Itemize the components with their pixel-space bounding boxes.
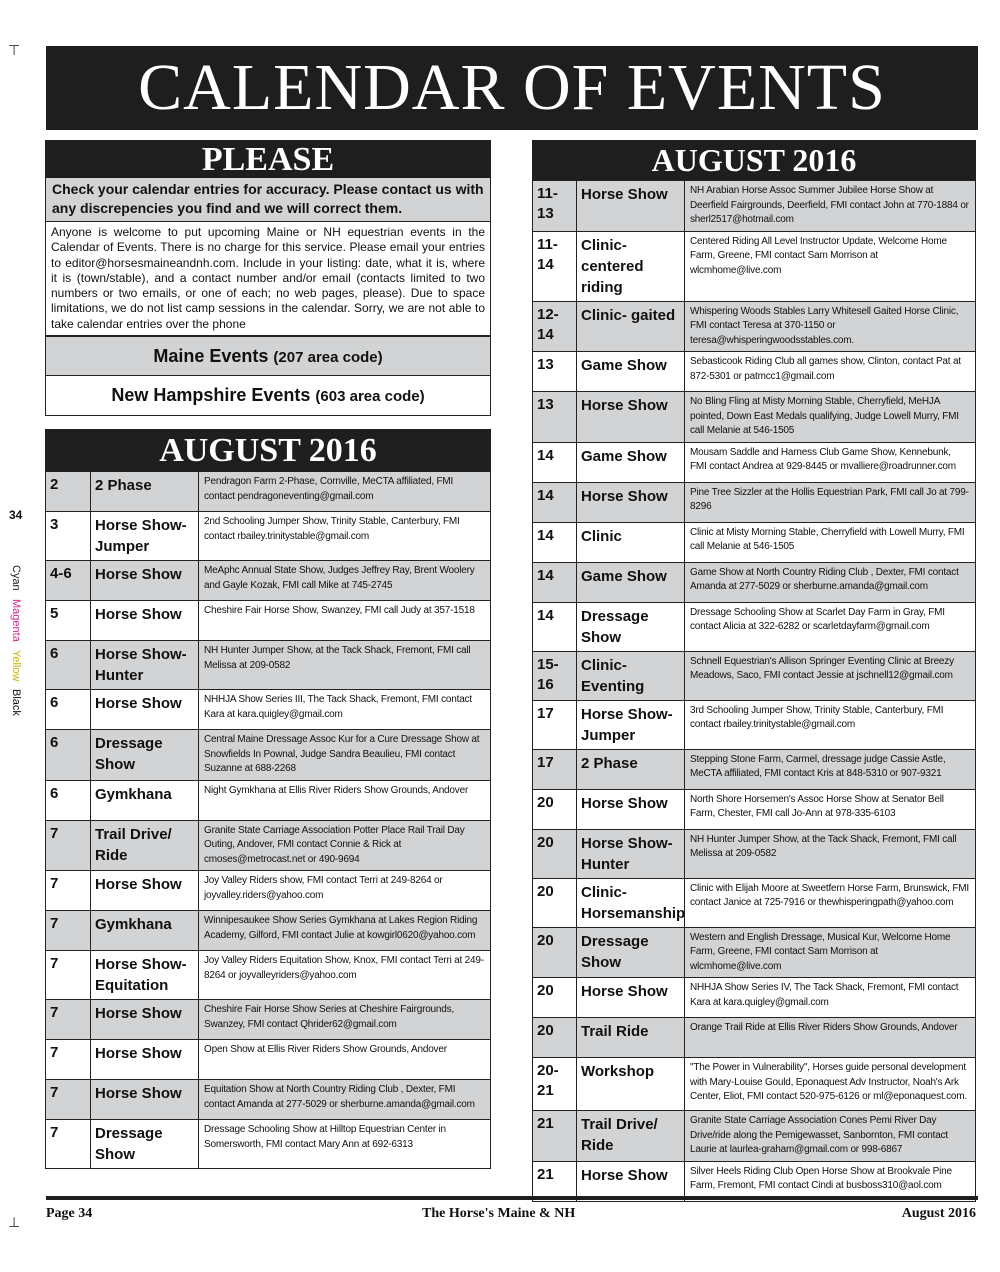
event-description: Game Show at North Country Riding Club , Dexter, FMI contact Amanda at 277-5029 or sherburne.amanda@gmail.com [685,562,976,602]
event-type: Horse Show [91,601,199,641]
event-type: Horse Show [91,1040,199,1080]
event-type: Horse Show-Equitation [91,951,199,1000]
event-row [533,562,976,602]
event-row [46,641,491,690]
maine-area-code: (207 area code) [273,349,383,367]
event-row [533,1018,976,1058]
event-date: 4-6 [46,561,91,601]
event-type: Horse Show [91,1080,199,1120]
event-type: Horse Show [577,978,685,1018]
event-type: Dressage Show [577,602,685,651]
event-type: Horse Show-Jumper [577,700,685,749]
event-row [533,482,976,522]
left-column [45,140,491,416]
event-date: 12-14 [533,301,577,352]
event-description: Stepping Stone Farm, Carmel, dressage judge Cassie Astle, MeCTA affiliated, FMI contact Kris at 848-5310 or 907-9321 [685,749,976,789]
event-date: 6 [46,730,91,781]
event-row [46,1080,491,1120]
event-type: Horse Show [577,181,685,232]
event-row [46,1040,491,1080]
event-row [46,820,491,871]
event-description: Cheshire Fair Horse Show, Swanzey, FMI call Judy at 357-1518 [199,601,491,641]
footer-page: Page 34 [46,1206,93,1221]
right-month-heading: AUGUST 2016 [532,140,976,180]
event-row [533,231,976,301]
event-date: 21 [533,1161,577,1201]
right-events-section [532,140,976,1202]
color-registration-labels [10,565,22,721]
footer-rule [46,1196,978,1200]
event-date: 11-14 [533,231,577,301]
event-type: Game Show [577,352,685,392]
event-description: MeAphc Annual State Show, Judges Jeffrey Ray, Brent Woolery and Gayle Kozak, FMI call Mike at 745-2745 [199,561,491,601]
event-description: Joy Valley Riders show, FMI contact Terri at 249-8264 or joyvalley.riders@yahoo.com [199,871,491,911]
event-row [46,780,491,820]
event-date: 7 [46,820,91,871]
event-type: Clinic [577,522,685,562]
event-date: 3 [46,512,91,561]
event-date: 15-16 [533,651,577,700]
event-row [46,690,491,730]
event-description: Silver Heels Riding Club Open Horse Show at Brookvale Pine Farm, Fremont, FMI contact Cindi at busboss310@aol.com [685,1161,976,1201]
nh-events-label [45,376,491,416]
event-type: Horse Show-Hunter [91,641,199,690]
event-row [533,978,976,1018]
left-events-table [45,471,491,1169]
event-description: 3rd Schooling Jumper Show, Trinity Stable, Canterbury, FMI contact rbailey.trinitystable@gmail.com [685,700,976,749]
event-date: 20-21 [533,1058,577,1111]
color-label-black: Black [10,689,22,716]
event-type: Trail Drive/ Ride [577,1111,685,1162]
event-type: Horse Show [577,392,685,443]
right-events-table [532,180,976,1202]
event-row [533,878,976,927]
event-description: Equitation Show at North Country Riding Club , Dexter, FMI contact Amanda at 277-5029 or sherburne.amanda@gmail.com [199,1080,491,1120]
please-bold-text: Check your calendar entries for accuracy. Please contact us with any discrepencies you find and we will correct them. [46,178,490,222]
event-row [46,951,491,1000]
event-date: 7 [46,1040,91,1080]
event-row [533,700,976,749]
event-type: Gymkhana [91,911,199,951]
event-date: 20 [533,878,577,927]
event-description: Granite State Carriage Association Potter Place Rail Trail Day Outing, Andover, FMI contact Connie & Rick at cmoses@metrocast.net or 490-9694 [199,820,491,871]
event-row [46,1000,491,1040]
event-type: Dressage Show [91,1120,199,1169]
event-date: 13 [533,352,577,392]
event-date: 17 [533,700,577,749]
event-description: 2nd Schooling Jumper Show, Trinity Stable, Canterbury, FMI contact rbailey.trinitystable@gmail.com [199,512,491,561]
event-type: Game Show [577,562,685,602]
event-date: 14 [533,602,577,651]
event-row [46,911,491,951]
event-description: No Bling Fling at Misty Morning Stable, Cherryfield, MeHJA pointed, Down East Medals qualifying, Judge Lowell Murry, FMI call Melanie at 546-1505 [685,392,976,443]
maine-events-title: Maine Events [153,346,269,367]
event-date: 20 [533,1018,577,1058]
event-type: Dressage Show [577,927,685,978]
event-description: NHHJA Show Series III, The Tack Shack, Fremont, FMI contact Kara at kara.quigley@gmail.com [199,690,491,730]
event-row [533,927,976,978]
event-type: Clinic- Horsemanship [577,878,685,927]
page-title: CALENDAR OF EVENTS [46,46,978,130]
event-row [533,1161,976,1201]
left-events-section [45,429,491,1169]
event-type: Clinic- gaited [577,301,685,352]
event-date: 20 [533,829,577,878]
event-description: Dressage Schooling Show at Hilltop Equestrian Center in Somersworth, FMI contact Mary Ann at 692-6313 [199,1120,491,1169]
event-row [533,651,976,700]
event-description: Pendragon Farm 2-Phase, Cornville, MeCTA affiliated, FMI contact pendragoneventing@gmail.com [199,472,491,512]
please-heading: PLEASE [45,140,491,178]
maine-events-label [45,336,491,376]
nh-area-code: (603 area code) [315,388,425,406]
event-row [533,392,976,443]
event-description: Sebasticook Riding Club all games show, Clinton, contact Pat at 872-5301 or patmcc1@gmail.com [685,352,976,392]
event-row [533,352,976,392]
event-date: 14 [533,482,577,522]
event-date: 20 [533,927,577,978]
event-type: Clinic- centered riding [577,231,685,301]
event-description: Dressage Schooling Show at Scarlet Day Farm in Gray, FMI contact Alicia at 322-6282 or scarletdayfarm@gmail.com [685,602,976,651]
event-description: "The Power in Vulnerability", Horses guide personal development with Mary-Louise Gould, Eponaquest Adv Instructor, Noah's Ark Center, Eliot, FMI contact 520-975-6126 or ml@eponaquest.com. [685,1058,976,1111]
event-date: 2 [46,472,91,512]
event-date: 20 [533,789,577,829]
event-description: North Shore Horsemen's Assoc Horse Show at Senator Bell Farm, Chester, FMI call Jo-Ann at 978-335-6103 [685,789,976,829]
color-label-cyan: Cyan [10,565,22,591]
event-type: Clinic-Eventing [577,651,685,700]
event-row [46,472,491,512]
event-type: 2 Phase [91,472,199,512]
event-description: Joy Valley Riders Equitation Show, Knox, FMI contact Terri at 249-8264 or joyvalleyriders@yahoo.com [199,951,491,1000]
event-description: Schnell Equestrian's Allison Springer Eventing Clinic at Breezy Meadows, Saco, FMI contact Jessie at jschnell12@gmail.com [685,651,976,700]
event-row [46,601,491,641]
event-description: NH Arabian Horse Assoc Summer Jubilee Horse Show at Deerfield Fairgrounds, Deerfield, FMI contact John at 770-1884 or sherl2517@hotmail.com [685,181,976,232]
event-description: NHHJA Show Series IV, The Tack Shack, Fremont, FMI contact Kara at kara.quigley@gmail.com [685,978,976,1018]
event-row [46,730,491,781]
event-date: 7 [46,871,91,911]
event-type: Horse Show [577,1161,685,1201]
event-date: 11-13 [533,181,577,232]
event-row [46,561,491,601]
event-description: Clinic at Misty Morning Stable, Cherryfield with Lowell Murry, FMI call Melanie at 546-1505 [685,522,976,562]
event-row [533,749,976,789]
event-row [533,181,976,232]
event-date: 7 [46,951,91,1000]
event-row [533,789,976,829]
event-date: 7 [46,911,91,951]
event-date: 21 [533,1111,577,1162]
event-row [533,829,976,878]
event-row [46,512,491,561]
event-type: 2 Phase [577,749,685,789]
event-row [533,602,976,651]
event-type: Horse Show [91,871,199,911]
event-type: Game Show [577,442,685,482]
event-row [533,1058,976,1111]
event-date: 13 [533,392,577,443]
crop-mark-bottom: ⊥ [8,1215,21,1231]
event-description: Granite State Carriage Association Cones Pemi River Day Drive/ride along the Pemigewasset, Sanbornton, FMI contact Laurie at laurlea-graham@gmail.com or 998-6867 [685,1111,976,1162]
event-date: 5 [46,601,91,641]
event-description: Mousam Saddle and Harness Club Game Show, Kennebunk, FMI contact Andrea at 929-8445 or mvalliere@roadrunner.com [685,442,976,482]
please-notice [45,178,491,336]
please-body-text: Anyone is welcome to put upcoming Maine or NH equestrian events in the Calendar of Events. There is no charge for this service. Please email your entries to editor@horsesmaineandnh.com. Include in your listing: date, what it is, where it is (town/stable), and a contact number and/or email (contacts limited to two numbers or two emails, or one of each; no web pages, please). Due to space limitations, we do not list camp sessions in the calendar. Sorry, we are not able to take calendar entries over the phone [51,225,485,331]
event-date: 20 [533,978,577,1018]
event-description: NH Hunter Jumper Show, at the Tack Shack, Fremont, FMI call Melissa at 209-0582 [685,829,976,878]
event-description: Central Maine Dressage Assoc Kur for a Cure Dressage Show at Snowfields In Pownal, Judge Sandra Beaulieu, FMI contact Suzanne at 688-2268 [199,730,491,781]
event-type: Horse Show [91,690,199,730]
event-type: Horse Show [577,482,685,522]
left-month-heading: AUGUST 2016 [45,429,491,471]
event-type: Horse Show-Jumper [91,512,199,561]
event-type: Gymkhana [91,780,199,820]
crop-mark-top: ⊤ [8,43,21,59]
event-date: 6 [46,780,91,820]
event-description: Open Show at Ellis River Riders Show Grounds, Andover [199,1040,491,1080]
event-description: NH Hunter Jumper Show, at the Tack Shack, Fremont, FMI call Melissa at 209-0582 [199,641,491,690]
event-description: Winnipesaukee Show Series Gymkhana at Lakes Region Riding Academy, Gilford, FMI contact Julie at kowgirl0620@yahoo.com [199,911,491,951]
event-row [533,1111,976,1162]
footer-date: August 2016 [901,1206,976,1221]
event-date: 7 [46,1120,91,1169]
color-label-yellow: Yellow [10,649,22,682]
event-row [46,1120,491,1169]
event-date: 14 [533,562,577,602]
event-type: Trail Ride [577,1018,685,1058]
event-date: 14 [533,442,577,482]
event-type: Workshop [577,1058,685,1111]
event-row [533,301,976,352]
event-date: 7 [46,1080,91,1120]
footer-publication: The Horse's Maine & NH [422,1206,576,1221]
event-description: Cheshire Fair Horse Show Series at Cheshire Fairgrounds, Swanzey, FMI contact Qhrider62@gmail.com [199,1000,491,1040]
event-description: Pine Tree Sizzler at the Hollis Equestrian Park, FMI call Jo at 799-8296 [685,482,976,522]
event-description: Clinic with Elijah Moore at Sweetfern Horse Farm, Brunswick, FMI contact Janice at 725-7916 or thewhisperingpath@yahoo.com [685,878,976,927]
event-row [46,871,491,911]
nh-events-title: New Hampshire Events [111,385,311,406]
event-type: Horse Show [91,1000,199,1040]
event-description: Centered Riding All Level Instructor Update, Welcome Home Farm, Greene, FMI contact Sam Morrison at wlcmhome@live.com [685,231,976,301]
side-page-number: 34 [9,508,23,522]
color-label-magenta: Magenta [10,598,22,642]
event-description: Western and English Dressage, Musical Kur, Welcome Home Farm, Greene, FMI contact Sam Morrison at wlcmhome@live.com [685,927,976,978]
event-date: 7 [46,1000,91,1040]
event-description: Night Gymkhana at Ellis River Riders Show Grounds, Andover [199,780,491,820]
event-date: 17 [533,749,577,789]
event-type: Horse Show [577,789,685,829]
event-description: Whispering Woods Stables Larry Whitesell Gaited Horse Clinic, FMI contact Teresa at 370-1150 or teresa@whisperingwoodsstables.com. [685,301,976,352]
event-type: Dressage Show [91,730,199,781]
event-date: 6 [46,641,91,690]
event-row [533,522,976,562]
event-type: Horse Show-Hunter [577,829,685,878]
event-date: 6 [46,690,91,730]
event-description: Orange Trail Ride at Ellis River Riders Show Grounds, Andover [685,1018,976,1058]
event-type: Horse Show [91,561,199,601]
event-date: 14 [533,522,577,562]
event-type: Trail Drive/ Ride [91,820,199,871]
event-row [533,442,976,482]
